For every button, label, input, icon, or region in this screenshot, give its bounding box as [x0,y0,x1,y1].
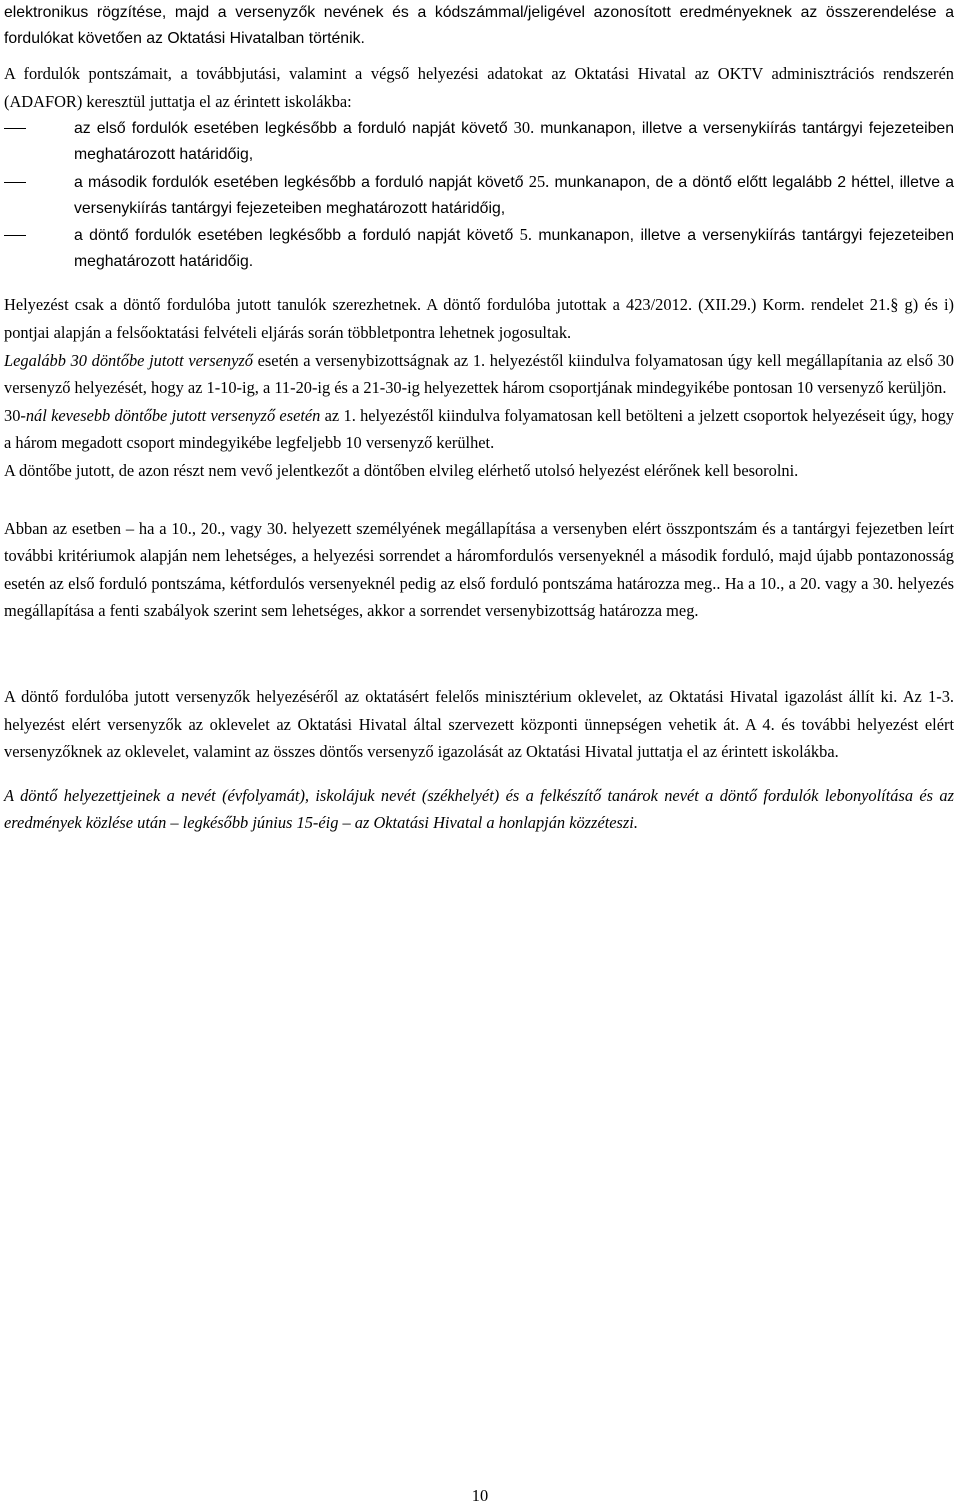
list-item-final-round: a döntő fordulók esetében legkésőbb a forduló napját követő 5. munkanapon, illetve a versenykiírás tantárgyi fejezeteiben meghatározott határidőig. [4,222,954,275]
paragraph-absent-finalist: A döntőbe jutott, de azon részt nem vevő jelentkezőt a döntőben elvileg elérhető utolsó helyezést elérőnek kell besorolni. [4,460,799,480]
paragraph-certificates: A döntő fordulóba jutott versenyzők helyezéséről az oktatásért felelős minisztérium oklevelet, az Oktatási Hivatal igazolást állít ki. Az 1-3. helyezést elért versenyzők az oklevelet az Oktatási Hivatal által szervezett központi ünnepségen vehetik át. A 4. és további helyezést elért versenyzőknek az oklevelet, valamint az összes döntős versenyző igazolását az Oktatási Hivatal juttatja el az érintett iskolákba. [4,686,954,762]
list-item-second-round: a második fordulók esetében legkésőbb a forduló napját követő 25. munkanapon, de a döntő előtt legalább 2 héttel, illetve a versenykiírás tantárgyi fejezeteiben meghatározott határidőig, [4,169,954,222]
document-page [4,0,954,837]
deadline-list [4,115,954,275]
paragraph-fewer-than-30: 30-nál kevesebb döntőbe jutott versenyző esetén az 1. helyezéstől kiindulva folyamatosan kell betölteni a jelzett csoportok helyezéseit úgy, hogy a három megadott csoport mindegyikébe legfeljebb 10 versenyző kerülhet. [4,405,954,453]
paragraph-at-least-30: Legalább 30 döntőbe jutott versenyző esetén a versenybizottságnak az 1. helyezéstől kiindulva folyamatosan úgy kell megállapítania az első 30 versenyző helyezését, hogy az 1-10-ig, a 11-20-ig és a 21-30-ig helyezettek három csoportjának mindegyikébe pontosan 10 versenyző kerüljön. [4,350,954,398]
dash-bullet [4,182,26,183]
paragraph-placement-eligibility: Helyezést csak a döntő fordulóba jutott tanulók szerezhetnek. A döntő fordulóba jutottak a 423/2012. (XII.29.) Korm. rendelet 21.§ g) és i) pontjai alapján a felsőoktatási felvételi eljárás során többletpontra lehetnek jogosultak. [4,295,954,342]
dash-bullet [4,235,26,236]
list-item-first-round: az első fordulók esetében legkésőbb a forduló napját követő 30. munkanapon, illetve a versenykiírás tantárgyi fejezeteiben meghatározott határidőig, [4,115,954,168]
paragraph-intro-continuation: elektronikus rögzítése, majd a versenyzők nevének és a kódszámmal/jeligével azonosított eredményeknek az összerendelése a fordulókat követően az Oktatási Hivatalban történik. [4,4,954,47]
paragraph-tie-break: Abban az esetben – ha a 10., 20., vagy 30. helyezett személyének megállapítása a versenyben elért összpontszám és a tantárgyi fejezetben leírt további kritériumok alapján nem lehetséges, a helyezési sorrendet a háromfordulós versenyeknél a második forduló, majd újabb pontazonosság esetén az első forduló pontszáma, kétfordulós versenyeknél pedig az első forduló pontszáma határozza meg.. Ha a 10., a 20. vagy a 30. helyezés megállapítása a fenti szabályok szerint sem lehetséges, akkor a sorrendet versenybizottság határozza meg. [4,518,954,621]
dash-bullet [4,128,26,129]
paragraph-publication: A döntő helyezettjeinek a nevét (évfolyamát), iskolájuk nevét (székhelyét) és a felkészítő tanárok nevét a döntő fordulók lebonyolítása és az eredmények közlése után – legkésőbb június 15-éig – az Oktatási Hivatal a honlapján közzéteszi. [4,785,954,833]
paragraph-results-delivery: A fordulók pontszámait, a továbbjutási, valamint a végső helyezési adatokat az Oktatási Hivatal az OKTV adminisztrációs rendszerén (ADAFOR) keresztül juttatja el az érintett iskolákba: [4,64,954,111]
page-number: 10 [471,1486,489,1505]
